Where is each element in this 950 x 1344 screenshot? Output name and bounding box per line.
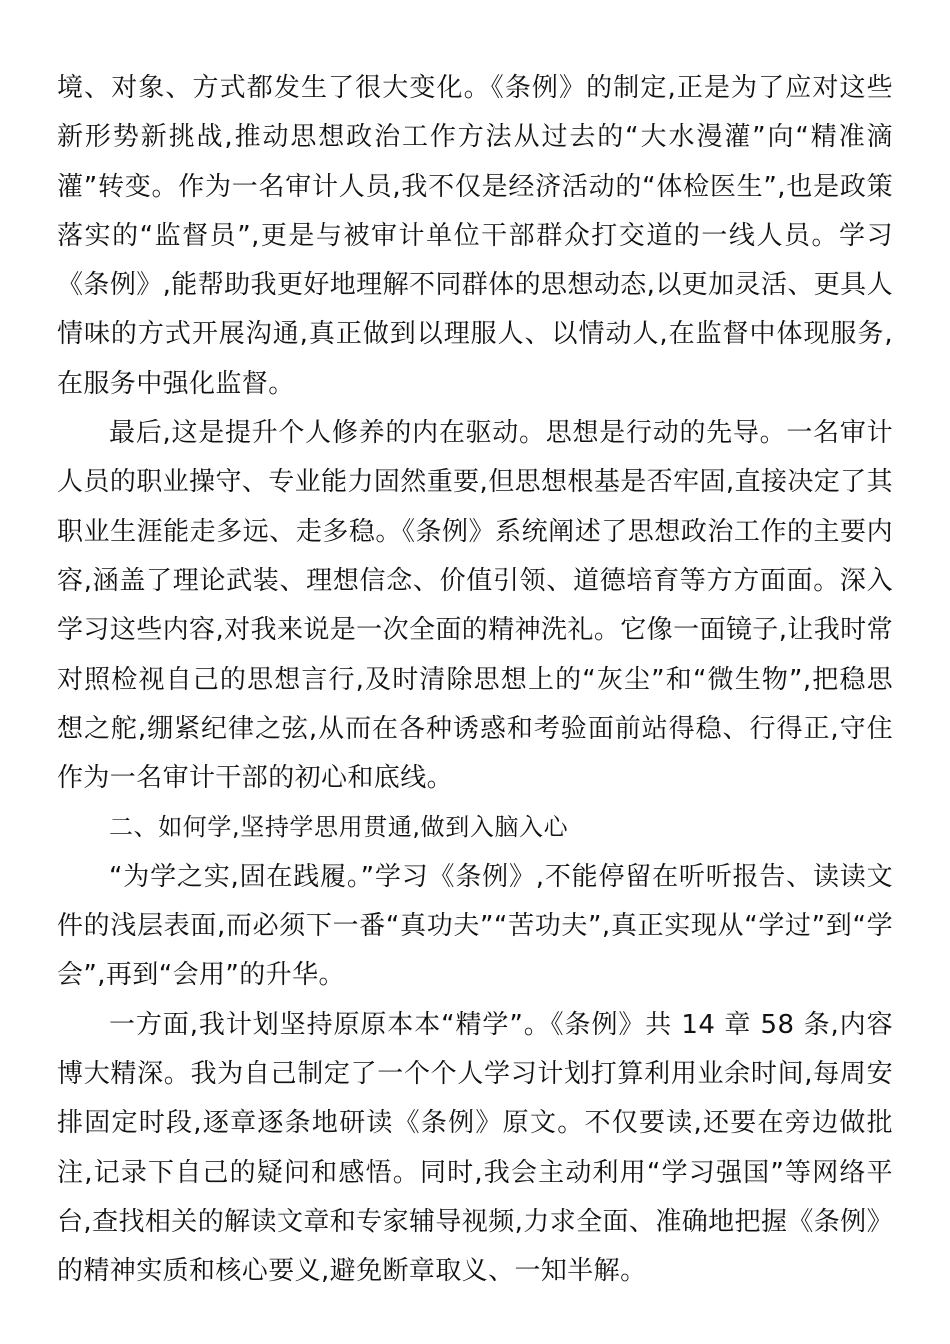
document-page <box>57 64 893 1296</box>
paragraph-study-practice: “为学之实,固在践履。”学习《条例》,不能停留在听听报告、读读文件的浅层表面,而必须下一番“真功夫”“苦功夫”,真正实现从“学过”到“学会”,再到“会用”的升华。 <box>57 861 893 991</box>
paragraph-study-plan: 一方面,我计划坚持原原本本“精学”。《条例》共 14 章 58 条,内容博大精深。我为自己制定了一个个人学习计划打算利用业余时间,每周安排固定时段,逐章逐条地研读《条例》原文。不仅要读,还要在旁边做批注,记录下自己的疑问和感悟。同时,我会主动利用“学习强国”等网络平台,查找相关的解读文章和专家辅导视频,力求全面、准确地把握《条例》的精神实质和核心要义,避免断章取义、一知半解。 <box>57 1009 893 1287</box>
paragraph-continuation: 境、对象、方式都发生了很大变化。《条例》的制定,正是为了应对这些新形势新挑战,推动思想政治工作方法从过去的“大水漫灌”向“精准滴灌”转变。作为一名审计人员,我不仅是经济活动的“体检医生”,也是政策落实的“监督员”,更是与被审计单位干部群众打交道的一线人员。学习《条例》,能帮助我更好地理解不同群体的思想动态,以更加灵活、更具人情味的方式开展沟通,真正做到以理服人、以情动人,在监督中体现服务,在服务中强化监督。 <box>57 73 893 399</box>
section-heading: 二、如何学,坚持学思用贯通,做到入脑入心 <box>109 813 569 842</box>
paragraph-self-cultivation: 最后,这是提升个人修养的内在驱动。思想是行动的先导。一名审计人员的职业操守、专业能力固然重要,但思想根基是否牢固,直接决定了其职业生涯能走多远、走多稳。《条例》系统阐述了思想政治工作的主要内容,涵盖了理论武装、理想信念、价值引领、道德培育等方方面面。深入学习这些内容,对我来说是一次全面的精神洗礼。它像一面镜子,让我时常对照检视自己的思想言行,及时清除思想上的“灰尘”和“微生物”,把稳思想之舵,绷紧纪律之弦,从而在各种诱惑和考验面前站得稳、行得正,守住作为一名审计干部的初心和底线。 <box>57 418 893 794</box>
